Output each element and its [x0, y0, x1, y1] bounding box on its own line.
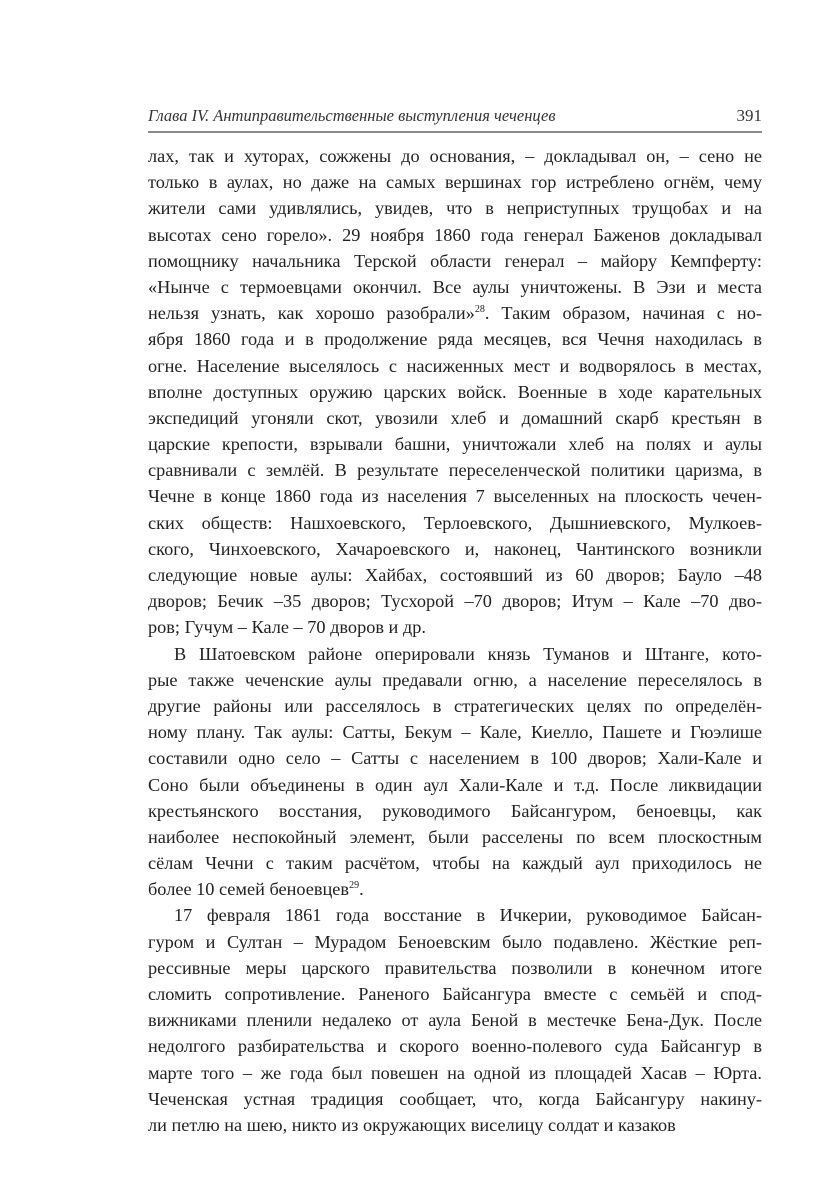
line-text: вполне доступных оружию царских войск. Военные в ходе карательных: [148, 381, 762, 402]
text-line: [148, 1112, 762, 1138]
body-text: [148, 143, 762, 1138]
text-line: [148, 745, 762, 771]
text-line: [148, 1060, 762, 1086]
text-line: [148, 693, 762, 719]
line-text-continued: . Таким образом, начиная с но-: [484, 303, 762, 324]
line-text: огне. Население выселялось с насиженных мест и водворялось в местах,: [148, 355, 762, 376]
line-text: высотах сено горело». 29 ноября 1860 года генерал Баженов докладывал: [148, 224, 762, 245]
text-line: [148, 1033, 762, 1059]
paragraph: [148, 641, 762, 903]
text-line: [148, 1086, 762, 1112]
text-line: [148, 562, 762, 588]
text-line: [148, 169, 762, 195]
line-text: ли петлю на шею, никто из окружающих виселицу солдат и казаков: [148, 1114, 676, 1135]
line-text: следующие новые аулы: Хайбах, состоявший из 60 дворов; Бауло –48: [148, 565, 762, 585]
line-text: ному плану. Так аулы: Сатты, Бекум – Кале, Киелло, Пашете и Гюэлише: [148, 722, 762, 743]
line-text: Чеченская устная традиция сообщает, что, когда Байсангуру накину-: [148, 1088, 762, 1109]
text-line: [148, 457, 762, 483]
line-text: дворов; Бечик –35 дворов; Тусхорой –70 дворов; Итум – Кале –70 дво-: [148, 591, 762, 612]
line-text: В Шатоевском районе оперировали князь Туманов и Штанге, кото-: [174, 643, 762, 664]
line-text: ября 1860 года и в продолжение ряда месяцев, вся Чечня находилась в: [148, 329, 762, 350]
line-text: марте того – же года был повешен на одной из площадей Хасав – Юрта.: [148, 1062, 762, 1083]
text-line: [148, 536, 762, 562]
text-line: [148, 955, 762, 981]
text-line: [148, 353, 762, 379]
line-text: наиболее неспокойный элемент, были расселены по всем плоскостным: [148, 826, 762, 847]
text-line: [148, 850, 762, 876]
line-text: Соно были объединены в один аул Хали-Кале и т.д. После ликвидации: [148, 774, 762, 795]
text-line: [148, 981, 762, 1007]
text-line: [148, 772, 762, 798]
line-text: жители сами удивлялись, увидев, что в неприступных трущобах и на: [148, 198, 762, 219]
text-line: [148, 222, 762, 248]
text-line: [148, 248, 762, 274]
line-text: ских обществ: Нашхоевского, Терлоевского, Дышниевского, Мулкоев-: [148, 512, 762, 533]
text-line: [148, 614, 762, 640]
footnote-ref[interactable]: 28: [474, 304, 485, 316]
text-line: [148, 326, 762, 352]
line-text: рые также чеченские аулы предавали огню, а население переселялось в: [148, 669, 762, 690]
line-text: помощнику начальника Терской области генерал – майору Кемпферту:: [148, 250, 762, 271]
chapter-title: Глава IV. Антиправительственные выступления чеченцев: [148, 106, 556, 125]
text-line: [148, 641, 762, 667]
line-text: лах, так и хуторах, сожжены до основания, – докладывал он, – сено не: [148, 146, 762, 166]
text-line: [148, 431, 762, 457]
line-text: составили одно село – Сатты с населением в 100 дворов; Хали-Кале и: [148, 748, 762, 769]
line-text: недолгого разбирательства и скорого военно-полевого суда Байсангур в: [148, 1036, 762, 1057]
text-line: [148, 824, 762, 850]
line-text: сломить сопротивление. Раненого Байсангура вместе с семьёй и спод-: [148, 984, 762, 1004]
line-text: ров; Гучум – Кале – 70 дворов и др.: [148, 617, 426, 638]
text-line: [148, 902, 762, 928]
text-line: [148, 510, 762, 536]
text-line: [148, 667, 762, 693]
line-text: сёлам Чечни с таким расчётом, чтобы на каждый аул приходилось не: [148, 853, 762, 874]
text-line: [148, 483, 762, 509]
line-text: крестьянского восстания, руководимого Байсангуром, беноевцы, как: [148, 800, 762, 821]
text-line: [148, 876, 762, 902]
line-text: Чечне в конце 1860 года из населения 7 выселенных на плоскость чечен-: [148, 486, 762, 507]
line-text-continued: .: [359, 879, 364, 900]
text-line: [148, 379, 762, 405]
text-line: [148, 195, 762, 221]
footnote-ref[interactable]: 29: [349, 880, 360, 892]
page-number: 391: [736, 106, 762, 125]
line-text: только в аулах, но даже на самых вершинах гор истреблено огнём, чему: [148, 172, 762, 193]
paragraph: [148, 143, 762, 641]
text-line: [148, 274, 762, 300]
line-text: рессивные меры царского правительства позволили в конечном итоге: [148, 957, 762, 978]
line-text: экспедиций угоняли скот, увозили хлеб и домашний скарб крестьян в: [148, 407, 762, 428]
line-text: сравнивали с землёй. В результате переселенческой политики царизма, в: [148, 460, 762, 481]
text-line: [148, 1007, 762, 1033]
paragraph: [148, 902, 762, 1138]
line-text: гуром и Султан – Мурадом Беноевским было подавлено. Жёсткие реп-: [148, 931, 762, 952]
text-line: [148, 300, 762, 326]
header-rule: [148, 131, 762, 133]
text-line: [148, 143, 762, 169]
line-text: вижниками пленили недалеко от аула Беной в местечке Бена-Дук. После: [148, 1010, 762, 1031]
running-header: [148, 106, 762, 130]
line-text: царские крепости, взрывали башни, уничтожали хлеб на полях и аулы: [148, 434, 762, 455]
line-text: нельзя узнать, как хорошо разобрали»: [148, 303, 475, 324]
line-text: «Нынче с термоевцами окончил. Все аулы уничтожены. В Эзи и места: [148, 276, 762, 297]
line-text: более 10 семей беноевцев: [148, 879, 350, 900]
line-text: 17 февраля 1861 года восстание в Ичкерии, руководимое Байсан-: [174, 905, 762, 926]
line-text: ского, Чинхоевского, Хачароевского и, наконец, Чантинского возникли: [148, 538, 762, 559]
text-line: [148, 588, 762, 614]
line-text: другие районы или расселялось в стратегических целях по определён-: [148, 695, 762, 716]
text-line: [148, 929, 762, 955]
text-line: [148, 719, 762, 745]
text-line: [148, 798, 762, 824]
text-line: [148, 405, 762, 431]
